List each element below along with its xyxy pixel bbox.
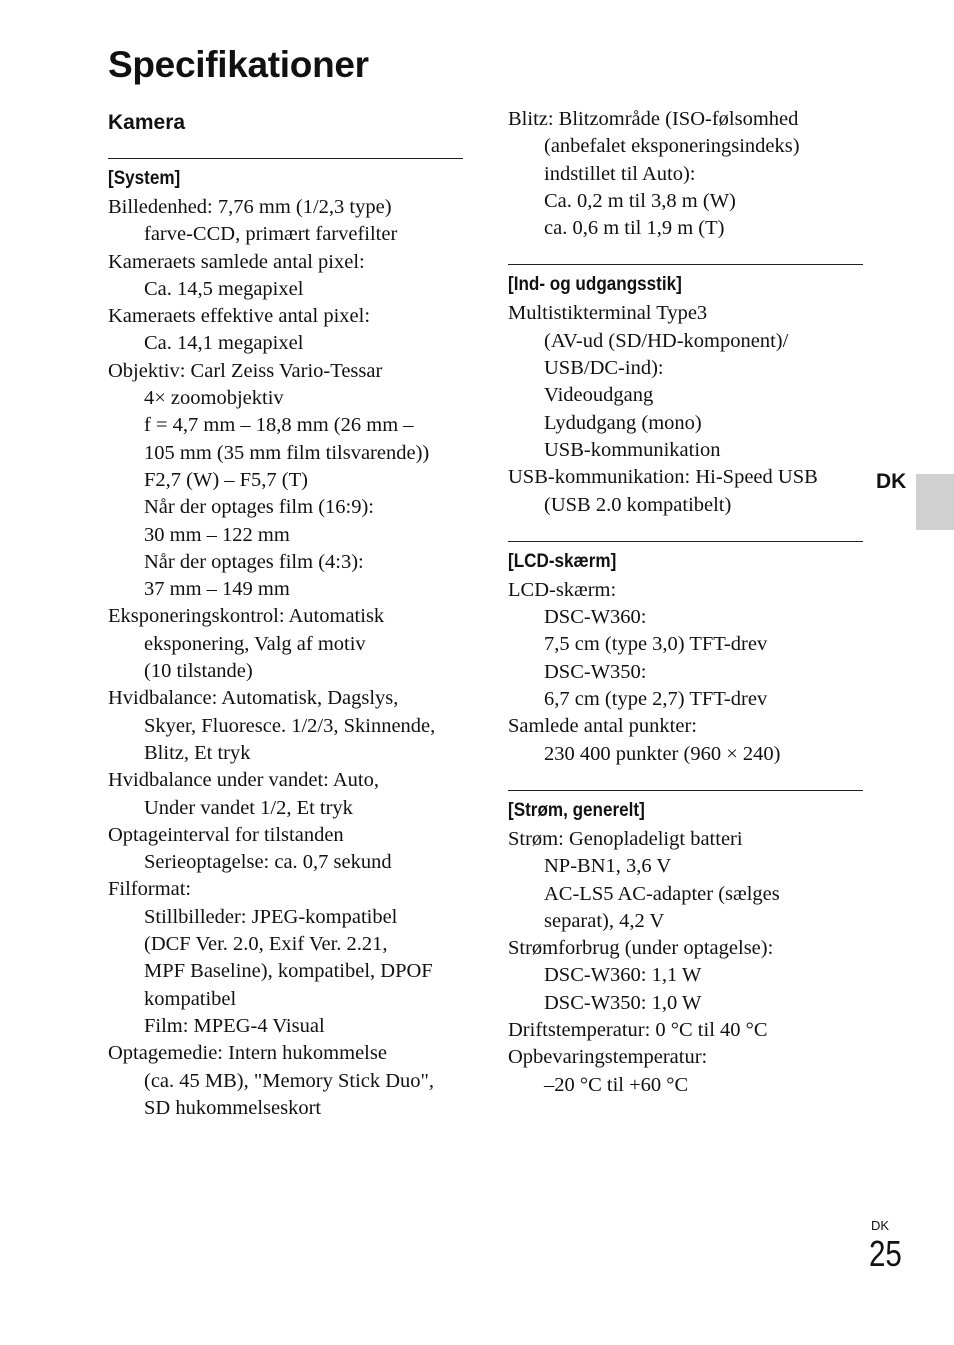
spec-section	[108, 158, 463, 1122]
spec-line: Billedenhed: 7,76 mm (1/2,3 type)	[108, 196, 392, 218]
spec-line: Blitz: Blitzområde (ISO-følsomhed	[508, 108, 799, 130]
spec-line: Optagemedie: Intern hukommelse	[108, 1042, 387, 1065]
spec-line: separat), 4,2 V	[544, 909, 665, 932]
spec-line: 4× zoomobjektiv	[144, 387, 284, 410]
spec-line: Hvidbalance under vandet: Auto,	[108, 769, 379, 792]
spec-line: Opbevaringstemperatur:	[508, 1046, 708, 1069]
spec-line: SD hukommelseskort	[144, 1096, 322, 1119]
spec-line: Multistikterminal Type3	[508, 302, 708, 325]
spec-line: Når der optages film (4:3):	[144, 550, 364, 573]
spec-line: Eksponeringskontrol: Automatisk	[108, 605, 385, 628]
left-column	[108, 106, 463, 1122]
spec-line: Film: MPEG-4 Visual	[144, 1014, 325, 1037]
spec-line: Lydudgang (mono)	[544, 411, 702, 434]
spec-section	[508, 790, 863, 1099]
spec-line: LCD-skærm:	[508, 578, 617, 601]
section-divider	[508, 264, 863, 265]
spec-line: Videoudgang	[544, 384, 654, 407]
spec-line: Ca. 14,1 megapixel	[144, 332, 304, 355]
spec-line: eksponering, Valg af motiv	[144, 632, 366, 655]
subheading-kamera: Kamera	[108, 111, 186, 134]
spec-line: Strøm: Genopladeligt batteri	[508, 827, 743, 850]
spec-line: f = 4,7 mm – 18,8 mm (26 mm –	[144, 414, 414, 437]
section-heading: [Ind- og udgangsstik]	[508, 274, 682, 296]
spec-line: 6,7 cm (type 2,7) TFT-drev	[544, 688, 768, 711]
spec-line: (10 tilstande)	[144, 660, 253, 683]
spec-line: USB-kommunikation: Hi-Speed USB	[508, 466, 818, 489]
spec-line: Objektiv: Carl Zeiss Vario-Tessar	[108, 359, 383, 382]
page-number: 25	[869, 1233, 902, 1274]
spec-line: DSC-W350: 1,0 W	[544, 991, 702, 1014]
spec-line: MPF Baseline), kompatibel, DPOF	[144, 960, 433, 983]
spec-line: DSC-W360:	[544, 606, 647, 629]
language-tab-label: DK	[876, 470, 907, 493]
spec-line: 230 400 punkter (960 × 240)	[544, 742, 781, 765]
spec-section	[508, 106, 863, 242]
spec-line: Blitz, Et tryk	[144, 741, 251, 764]
spec-line: NP-BN1, 3,6 V	[544, 855, 672, 878]
spec-line: Ca. 14,5 megapixel	[144, 277, 304, 300]
page-title: Specifikationer	[108, 44, 369, 85]
spec-line: 30 mm – 122 mm	[144, 523, 290, 546]
spec-line: Samlede antal punkter:	[508, 715, 697, 738]
spec-line: kompatibel	[144, 987, 237, 1010]
section-divider	[108, 158, 463, 159]
spec-line: Kameraets effektive antal pixel:	[108, 305, 371, 328]
section-heading: [System]	[108, 168, 181, 189]
spec-line: Hvidbalance: Automatisk, Dagslys,	[108, 687, 399, 710]
spec-line: DSC-W360: 1,1 W	[544, 964, 702, 987]
language-side-tab	[916, 474, 954, 530]
spec-line: AC-LS5 AC-adapter (sælges	[544, 882, 780, 905]
spec-line: (DCF Ver. 2.0, Exif Ver. 2.21,	[144, 933, 388, 956]
spec-line: farve-CCD, primært farvefilter	[144, 223, 398, 246]
spec-line: 37 mm – 149 mm	[144, 578, 290, 601]
spec-line: (ca. 45 MB), "Memory Stick Duo",	[144, 1069, 435, 1092]
footer-language: DK	[871, 1218, 890, 1233]
section-divider	[508, 541, 863, 542]
spec-section	[508, 264, 863, 518]
spec-line: Stillbilleder: JPEG-kompatibel	[144, 905, 398, 928]
spec-section	[508, 541, 863, 768]
spec-line: USB-kommunikation	[544, 438, 721, 461]
section-heading: [Strøm, generelt]	[508, 799, 645, 821]
spec-line: Filformat:	[108, 878, 192, 901]
spec-line: Når der optages film (16:9):	[144, 496, 374, 519]
spec-line: Driftstemperatur: 0 °C til 40 °C	[508, 1019, 768, 1042]
spec-line: Skyer, Fluoresce. 1/2/3, Skinnende,	[144, 714, 436, 737]
spec-line: F2,7 (W) – F5,7 (T)	[144, 468, 308, 491]
section-divider	[508, 790, 863, 791]
spec-line: DSC-W350:	[544, 660, 647, 683]
spec-line: 105 mm (35 mm film tilsvarende))	[144, 441, 430, 464]
right-column	[508, 106, 863, 1099]
spec-line: (AV-ud (SD/HD-komponent)/	[544, 329, 789, 352]
spec-line: indstillet til Auto):	[544, 162, 696, 185]
spec-line: USB/DC-ind):	[544, 357, 664, 380]
spec-line: Ca. 0,2 m til 3,8 m (W)	[544, 189, 736, 212]
spec-line: Optageinterval for tilstanden	[108, 823, 344, 846]
section-heading: [LCD-skærm]	[508, 550, 617, 572]
spec-line: (anbefalet eksponeringsindeks)	[544, 135, 800, 158]
spec-line: (USB 2.0 kompatibelt)	[544, 493, 732, 516]
spec-line: ca. 0,6 m til 1,9 m (T)	[544, 217, 725, 240]
spec-line: Strømforbrug (under optagelse):	[508, 937, 774, 960]
spec-line: 7,5 cm (type 3,0) TFT-drev	[544, 633, 768, 656]
spec-line: Serieoptagelse: ca. 0,7 sekund	[144, 851, 392, 874]
spec-line: –20 °C til +60 °C	[544, 1073, 689, 1096]
spec-line: Kameraets samlede antal pixel:	[108, 250, 365, 273]
spec-line: Under vandet 1/2, Et tryk	[144, 796, 353, 819]
